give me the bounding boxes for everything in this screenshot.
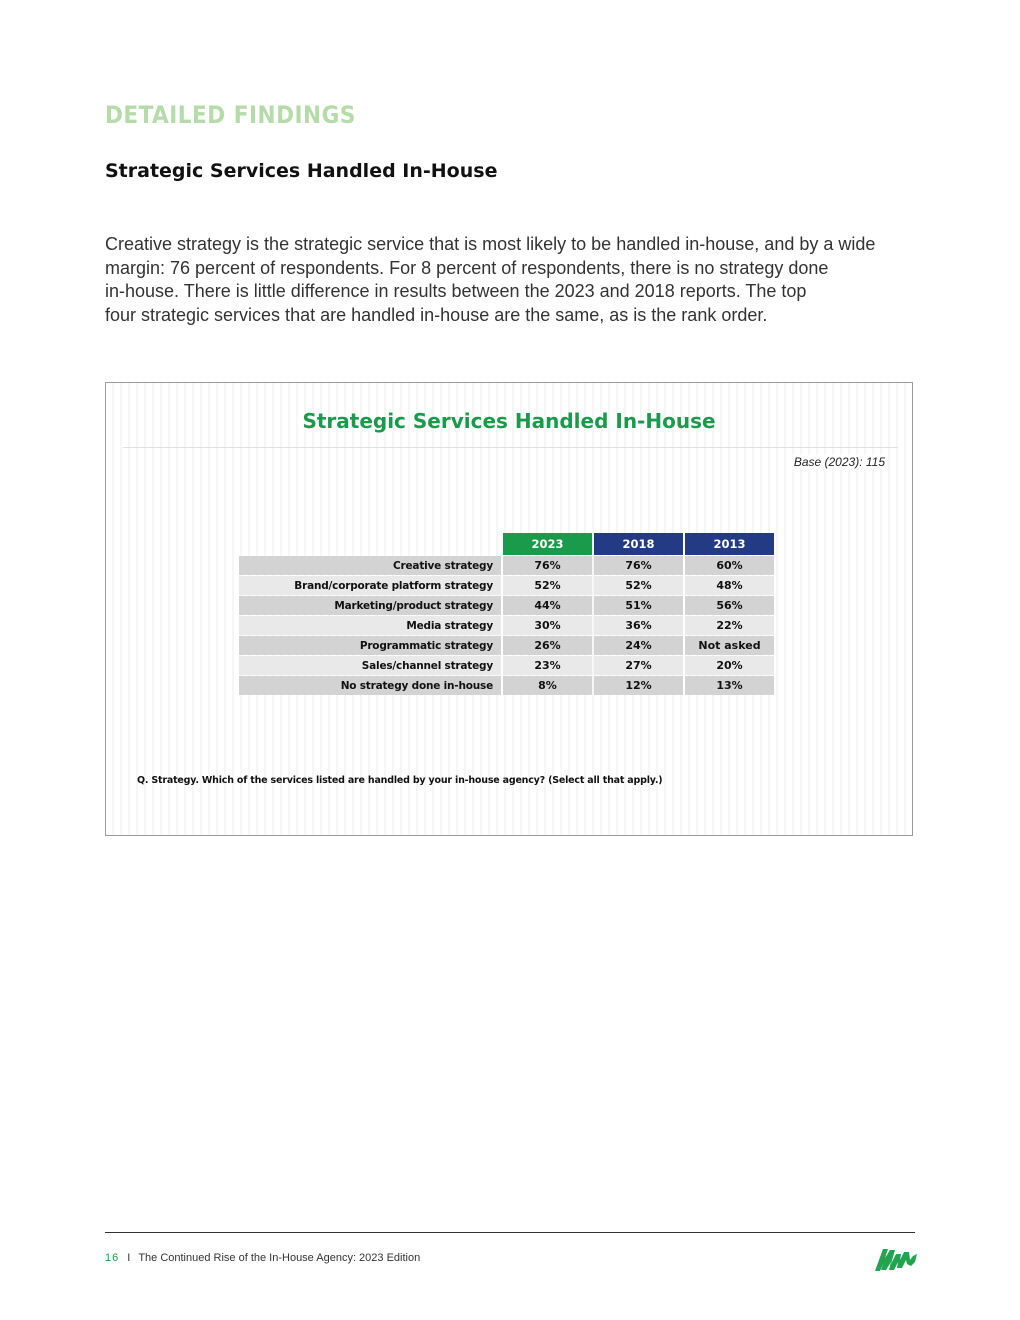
figure-divider	[123, 447, 898, 448]
value-cell-2018: 27%	[594, 656, 683, 675]
row-label: Marketing/product strategy	[239, 596, 501, 615]
value-cell-2018: 36%	[594, 616, 683, 635]
body-line: in-house. There is little difference in results between the 2023 and 2018 reports. The top	[105, 281, 807, 301]
value-cell-2018: 76%	[594, 556, 683, 575]
value-cell-2023: 26%	[503, 636, 592, 655]
row-label: No strategy done in-house	[239, 676, 501, 695]
table-row	[239, 676, 774, 695]
row-label: Media strategy	[239, 616, 501, 635]
figure-box	[105, 382, 913, 836]
row-label: Brand/corporate platform strategy	[239, 576, 501, 595]
document-title: The Continued Rise of the In-House Agency: 2023 Edition	[138, 1252, 421, 1264]
value-cell-2013: 20%	[685, 656, 774, 675]
value-cell-2018: 52%	[594, 576, 683, 595]
figure-title: Strategic Services Handled In-House	[302, 409, 716, 433]
value-cell-2023: 76%	[503, 556, 592, 575]
section-label: DETAILED FINDINGS	[105, 101, 356, 129]
question-footnote: Q. Strategy. Which of the services listed are handled by your in-house agency? (Select all that apply.)	[137, 775, 663, 786]
value-cell-2013: Not asked	[685, 636, 774, 655]
row-label: Sales/channel strategy	[239, 656, 501, 675]
page-number: 16	[105, 1252, 120, 1264]
value-cell-2023: 30%	[503, 616, 592, 635]
header-2013: 2013	[685, 533, 774, 555]
body-line: four strategic services that are handled in-house are the same, as is the rank order.	[105, 304, 768, 325]
row-label: Programmatic strategy	[239, 636, 501, 655]
table-row	[239, 616, 774, 635]
value-cell-2018: 12%	[594, 676, 683, 695]
table-row	[239, 596, 774, 615]
table-row	[239, 656, 774, 675]
base-note: Base (2023): 115	[793, 455, 885, 469]
table-row	[239, 636, 774, 655]
table-row	[239, 576, 774, 595]
header-2018: 2018	[594, 533, 683, 555]
header-blank-cell	[239, 533, 501, 555]
body-paragraph	[105, 233, 925, 327]
header-2023: 2023	[503, 533, 592, 555]
value-cell-2018: 51%	[594, 596, 683, 615]
results-table	[237, 532, 776, 696]
table-body	[239, 556, 774, 695]
page-subheading: Strategic Services Handled In-House	[105, 160, 498, 182]
ana-logo-icon	[874, 1246, 918, 1272]
value-cell-2013: 22%	[685, 616, 774, 635]
value-cell-2023: 8%	[503, 676, 592, 695]
body-line: margin: 76 percent of respondents. For 8 percent of respondents, there is no strategy done	[105, 257, 829, 278]
table-header-row	[239, 533, 774, 555]
value-cell-2023: 23%	[503, 656, 592, 675]
footer-separator: I	[127, 1252, 131, 1264]
value-cell-2023: 44%	[503, 596, 592, 615]
footer-divider	[105, 1232, 915, 1233]
value-cell-2013: 48%	[685, 576, 774, 595]
row-label: Creative strategy	[239, 556, 501, 575]
value-cell-2013: 60%	[685, 556, 774, 575]
value-cell-2013: 56%	[685, 596, 774, 615]
table-row	[239, 556, 774, 575]
body-line: Creative strategy is the strategic service that is most likely to be handled in-house, and by a wide	[105, 234, 876, 254]
value-cell-2013: 13%	[685, 676, 774, 695]
page-footer	[105, 1252, 420, 1264]
value-cell-2018: 24%	[594, 636, 683, 655]
value-cell-2023: 52%	[503, 576, 592, 595]
